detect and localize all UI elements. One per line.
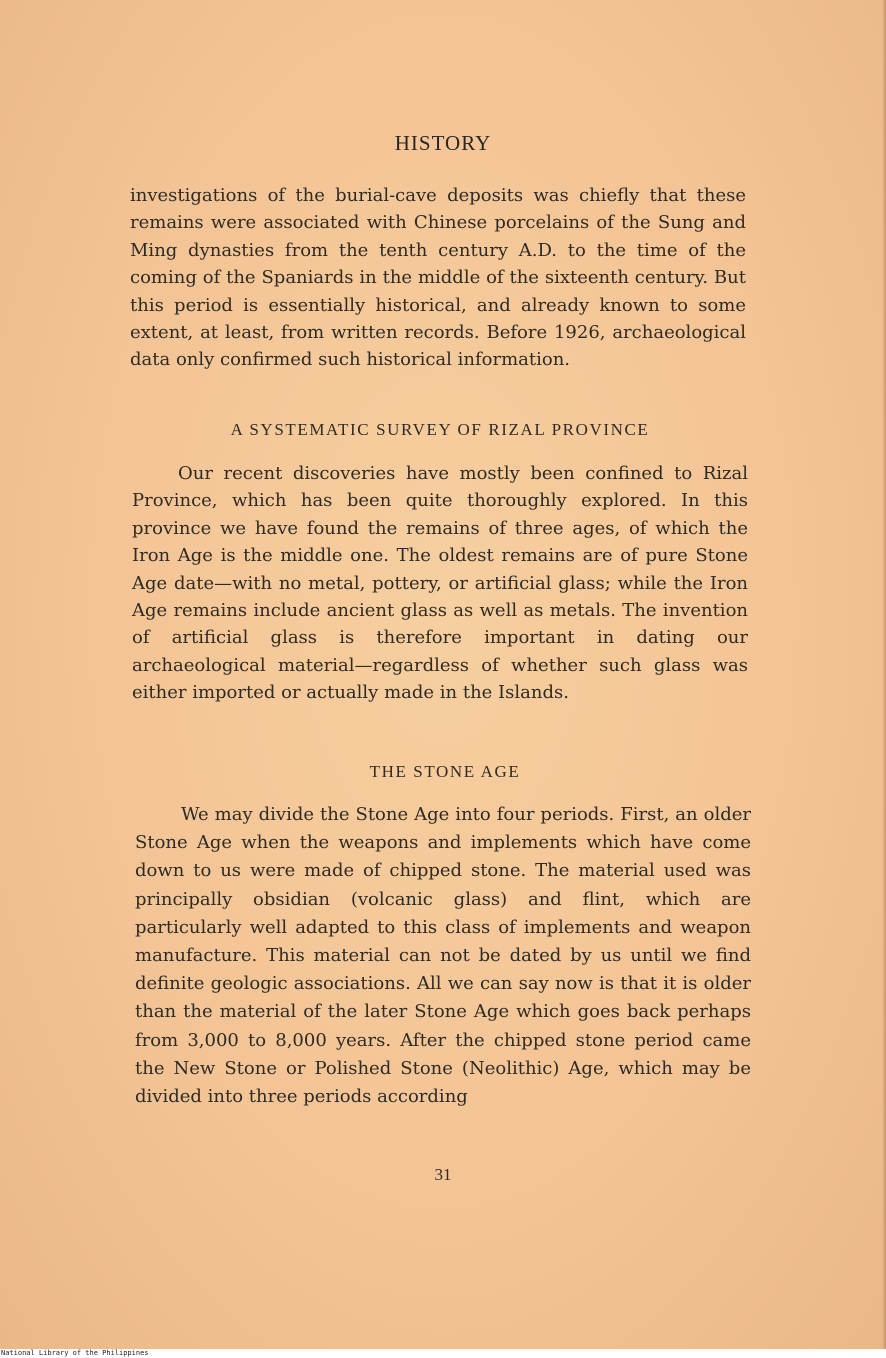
rizal-survey-paragraph: Our recent discoveries have mostly been confined to Rizal Province, which has been quite thoroughly explored. In this province we have found the remains of three ages, of which the Iron Age is the middle one. The oldest remains are of pure Stone Age date—with no metal, pottery, or artificial glass; while the Iron Age remains include ancient glass as well as metals. The invention of artificial glass is therefore important in dating our archaeological material—regardless of whether such glass was either imported or actually made in the Islands. [132,463,748,704]
section-heading-text: THE STONE AGE [369,762,521,781]
page-number: 31 [434,1165,452,1184]
stone-age-paragraph: We may divide the Stone Age into four periods. First, an older Stone Age when the weapons and implements which have come down to us were made of chipped stone. The material used was principally obsidian (volcanic glass) and flint, which are particularly well adapted to this class of implements and weapon manufacture. This material can not be dated by us until we find definite geologic associations. All we can say now is that it is older than the material of the later Stone Age which goes back perhaps from 3,000 to 8,000 years. After the chipped stone period came the New Stone or Polished Stone (Neolithic) Age, which may be divided into three periods according [135,804,751,1108]
section-heading-text: A SYSTEMATIC SURVEY OF RIZAL PROVINCE [230,420,650,439]
running-head: HISTORY [394,131,492,155]
opening-paragraph: investigations of the burial-cave deposits was chiefly that these remains were associated with Chinese porcelains of the Sung and Ming dynasties from the tenth century A.D. to the time of the coming of the Spaniards in the middle of the sixteenth century. But this period is essentially historical, and already known to some extent, at least, from written records. Before 1926, archaeological data only confirmed such historical information. [130,185,746,371]
library-credit-strip: National Library of the Philippines [0,1349,886,1358]
page-edge-shadow [882,0,886,1349]
